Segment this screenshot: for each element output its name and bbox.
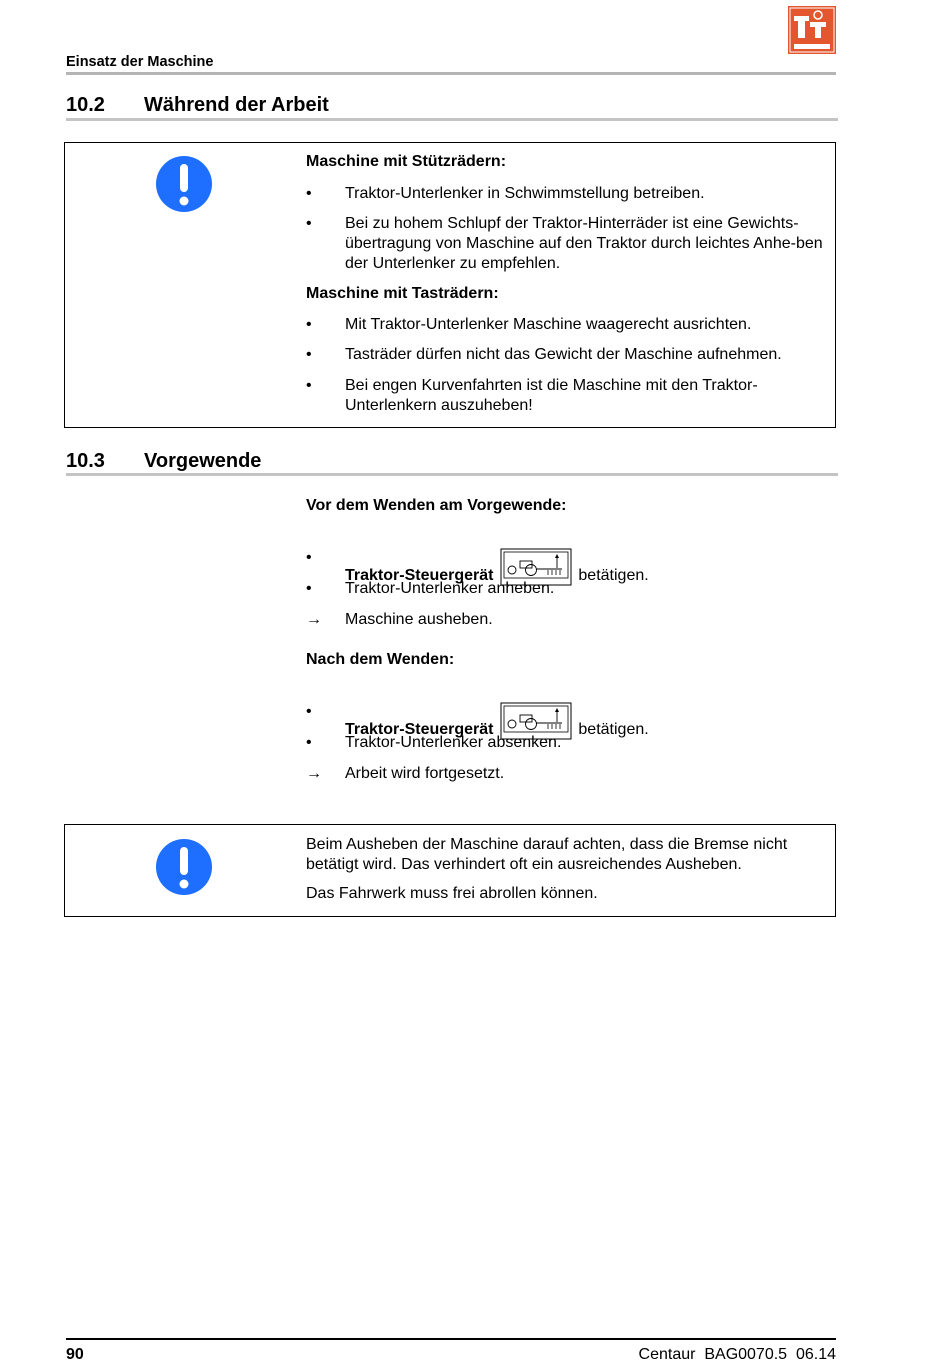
section-rule bbox=[66, 118, 838, 121]
bullet-icon: • bbox=[306, 316, 312, 333]
section-number: 10.3 bbox=[66, 450, 105, 472]
note-paragraph: Beim Ausheben der Maschine darauf achten, dass die Bremse nicht betätigt wird. Das verhindert oft ein ausreichendes Ausheben. bbox=[306, 836, 788, 873]
chapter-title: Einsatz der Maschine bbox=[66, 54, 214, 70]
arrow-right-icon: → bbox=[306, 611, 322, 628]
bullet-icon: • bbox=[306, 549, 312, 566]
section-title: Vorgewende bbox=[144, 450, 262, 472]
page-number: 90 bbox=[66, 1346, 84, 1363]
section-heading-10-3 bbox=[66, 450, 261, 473]
exclamation-circle-icon bbox=[155, 155, 213, 213]
document-id: Centaur BAG0070.5 06.14 bbox=[638, 1346, 836, 1363]
bullet-icon: • bbox=[306, 377, 312, 394]
footer-rule bbox=[66, 1338, 836, 1340]
section-rule bbox=[66, 473, 838, 476]
arrow-right-icon: → bbox=[306, 765, 322, 782]
group-heading-gauge-wheels: Maschine mit Tasträdern: bbox=[306, 285, 499, 302]
bullet-icon: • bbox=[306, 703, 312, 720]
section-number: 10.2 bbox=[66, 94, 105, 116]
bullet-icon: • bbox=[306, 580, 312, 597]
section-heading-10-2 bbox=[66, 94, 329, 117]
bullet-icon: • bbox=[306, 734, 312, 751]
before-turning-heading: Vor dem Wenden am Vorgewende: bbox=[306, 497, 567, 514]
header-rule bbox=[66, 72, 836, 75]
note-paragraph: Das Fahrwerk muss frei abrollen können. bbox=[306, 885, 598, 902]
bullet-icon: • bbox=[306, 215, 312, 232]
group-heading-support-wheels: Maschine mit Stützrädern: bbox=[306, 153, 507, 170]
bullet-icon: • bbox=[306, 346, 312, 363]
exclamation-circle-icon bbox=[155, 838, 213, 896]
section-title: Während der Arbeit bbox=[144, 94, 329, 116]
after-turning-heading: Nach dem Wenden: bbox=[306, 651, 455, 668]
amazone-logo bbox=[788, 6, 836, 54]
bullet-icon: • bbox=[306, 185, 312, 202]
